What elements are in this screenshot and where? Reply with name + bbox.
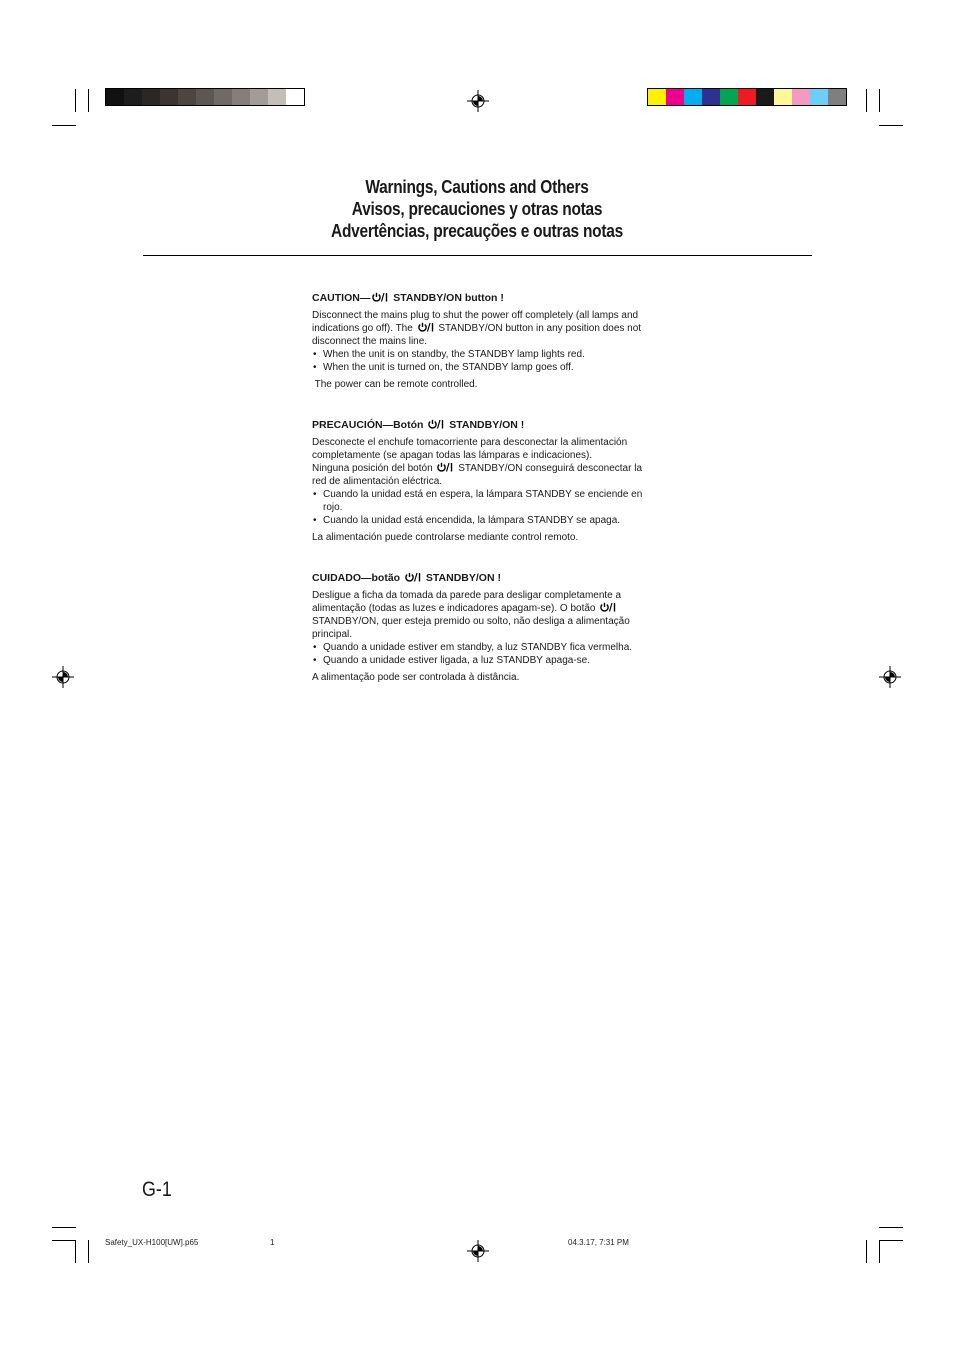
- section-paragraph: Desconecte el enchufe tomacorriente para desconectar la alimentación completamente (se apagan todas las lámparas e indicaciones).: [312, 437, 628, 461]
- page-title-portuguese: Advertências, precauções e outras notas: [331, 221, 623, 241]
- registration-mark-icon: [52, 666, 74, 688]
- power-standby-icon: [427, 419, 445, 429]
- color-swatch: [828, 89, 846, 105]
- grayscale-calibration-bar: [105, 88, 305, 106]
- section-heading: CAUTION— STANDBY/ON button !: [312, 292, 504, 304]
- power-standby-icon: [404, 572, 422, 582]
- color-swatch: [774, 89, 792, 105]
- section-note: The power can be remote controlled.: [312, 379, 478, 390]
- power-standby-icon: [599, 602, 617, 612]
- list-item: • When the unit is on standby, the STANDBY lamp lights red.: [312, 348, 657, 361]
- power-standby-icon: [436, 462, 454, 472]
- section-heading: CUIDADO—botão STANDBY/ON !: [312, 572, 501, 584]
- section-note: La alimentación puede controlarse mediante control remoto.: [312, 532, 579, 543]
- list-item: • Quando a unidade estiver ligada, a luz STANDBY apaga-se.: [312, 654, 657, 667]
- page-title-english: Warnings, Cautions and Others: [365, 177, 589, 197]
- footer-page-number: 1: [270, 1238, 275, 1247]
- gray-swatch: [178, 89, 196, 105]
- gray-swatch: [124, 89, 142, 105]
- list-item: • Cuando la unidad está encendida, la lámpara STANDBY se apaga.: [312, 514, 657, 527]
- color-swatch: [756, 89, 774, 105]
- color-swatch: [720, 89, 738, 105]
- registration-mark-icon: [467, 1240, 489, 1262]
- section-paragraph: Ninguna posición del botón STANDBY/ON conseguirá desconectar la red de alimentación eléctrica.: [312, 463, 642, 487]
- registration-mark-icon: [879, 666, 901, 688]
- section-caution-spanish: [312, 419, 657, 544]
- gray-swatch: [106, 89, 124, 105]
- page-title-spanish: Avisos, precauciones y otras notas: [351, 199, 603, 219]
- gray-swatch: [232, 89, 250, 105]
- color-swatch: [648, 89, 666, 105]
- section-note: A alimentação pode ser controlada à distância.: [312, 672, 520, 683]
- color-swatch: [702, 89, 720, 105]
- color-swatch: [810, 89, 828, 105]
- section-caution-english: [312, 292, 657, 391]
- footer-timestamp: 04.3.17, 7:31 PM: [568, 1238, 629, 1247]
- gray-swatch: [142, 89, 160, 105]
- section-heading: PRECAUCIÓN—Botón STANDBY/ON !: [312, 419, 525, 431]
- color-swatch: [666, 89, 684, 105]
- gray-swatch: [196, 89, 214, 105]
- gray-swatch: [268, 89, 286, 105]
- list-item: • When the unit is turned on, the STANDBY lamp goes off.: [312, 361, 657, 374]
- bullet-list: [312, 488, 657, 527]
- list-item: • Quando a unidade estiver em standby, a luz STANDBY fica vermelha.: [312, 641, 657, 654]
- title-rule: [143, 255, 812, 256]
- color-swatch: [684, 89, 702, 105]
- section-caution-portuguese: [312, 572, 657, 684]
- color-calibration-bar: [647, 88, 847, 106]
- registration-mark-icon: [467, 90, 489, 112]
- bullet-list: [312, 641, 657, 667]
- power-standby-icon: [417, 322, 435, 332]
- color-swatch: [738, 89, 756, 105]
- bullet-list: [312, 348, 657, 374]
- gray-swatch: [286, 89, 304, 105]
- power-standby-icon: [371, 292, 389, 302]
- gray-swatch: [214, 89, 232, 105]
- footer-filename: Safety_UX-H100[UW].p65: [105, 1238, 199, 1247]
- gray-swatch: [250, 89, 268, 105]
- gray-swatch: [160, 89, 178, 105]
- list-item: • Cuando la unidad está en espera, la lámpara STANDBY se enciende en rojo.: [312, 488, 657, 514]
- section-paragraph: Desligue a ficha da tomada da parede para desligar completamente a alimentação (todas as luzes e indicadores apagam-se). O botão STANDBY/ON, quer esteja premido ou solto, não desliga a alimentação principal.: [312, 590, 630, 640]
- page-number-label: G-1: [142, 1178, 172, 1201]
- color-swatch: [792, 89, 810, 105]
- section-paragraph: Disconnect the mains plug to shut the power off completely (all lamps and indications go off). The STANDBY/ON button in any position does not disconnect the mains line.: [312, 310, 642, 347]
